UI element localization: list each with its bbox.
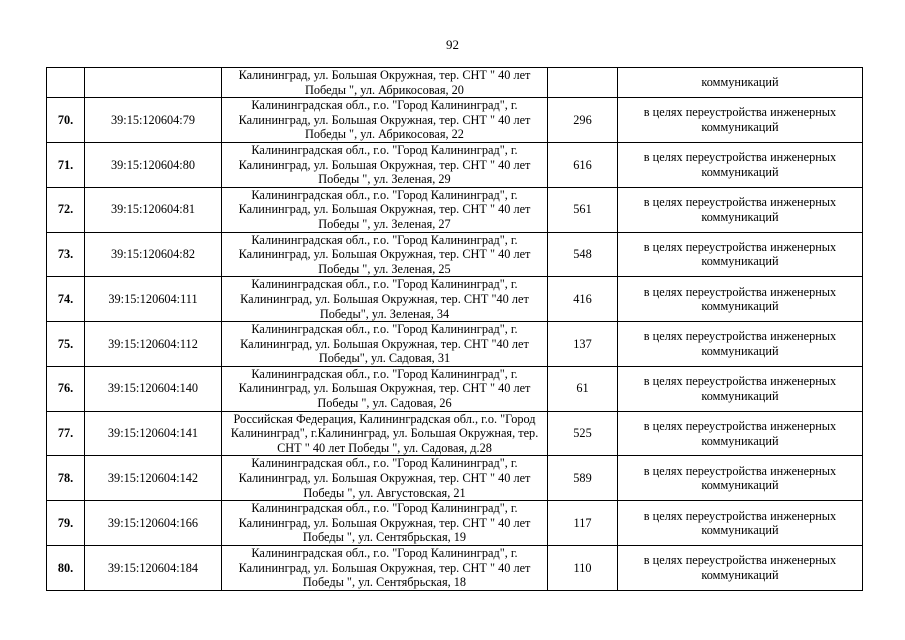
purpose-cell: в целях переустройства инженерных коммуникаций xyxy=(618,232,863,277)
purpose-cell: в целях переустройства инженерных коммуникаций xyxy=(618,501,863,546)
table-row xyxy=(47,411,863,456)
purpose-cell: в целях переустройства инженерных коммуникаций xyxy=(618,546,863,591)
table-row-continuation xyxy=(47,68,863,98)
table-row xyxy=(47,277,863,322)
address-cell: Калининградская обл., г.о. "Город Калининград", г. Калининград, ул. Большая Окружная, тер. СНТ " 40 лет Победы ", ул. Зеленая, 25 xyxy=(222,232,548,277)
area-cell: 525 xyxy=(548,411,618,456)
cadastral-number-cell: 39:15:120604:140 xyxy=(85,366,222,411)
row-number-cell: 74. xyxy=(47,277,85,322)
page-number: 92 xyxy=(446,37,459,52)
cadastral-number-cell: 39:15:120604:141 xyxy=(85,411,222,456)
table-row xyxy=(47,366,863,411)
row-number-cell: 79. xyxy=(47,501,85,546)
row-number-cell: 76. xyxy=(47,366,85,411)
address-cell: Калининградская обл., г.о. "Город Калининград", г. Калининград, ул. Большая Окружная, тер. СНТ " 40 лет Победы ", ул. Абрикосовая, 22 xyxy=(222,98,548,143)
land-plots-table xyxy=(46,67,863,591)
purpose-cell: в целях переустройства инженерных коммуникаций xyxy=(618,322,863,367)
purpose-cell: в целях переустройства инженерных коммуникаций xyxy=(618,142,863,187)
purpose-cell: в целях переустройства инженерных коммуникаций xyxy=(618,187,863,232)
address-cell: Российская Федерация, Калининградская обл., г.о. "Город Калининград", г.Калининград, ул. Большая Окружная, тер. СНТ " 40 лет Победы ", ул. Садовая, д.28 xyxy=(222,411,548,456)
cadastral-number-cell xyxy=(85,68,222,98)
address-cell: Калининградская обл., г.о. "Город Калининград", г. Калининград, ул. Большая Окружная, тер. СНТ " 40 лет Победы ", ул. Зеленая, 27 xyxy=(222,187,548,232)
purpose-cell: в целях переустройства инженерных коммуникаций xyxy=(618,98,863,143)
address-cell: Калининградская обл., г.о. "Город Калининград", г. Калининград, ул. Большая Окружная, тер. СНТ " 40 лет Победы ", ул. Сентябрьская, 19 xyxy=(222,501,548,546)
address-cell: Калининградская обл., г.о. "Город Калининград", г. Калининград, ул. Большая Окружная, тер. СНТ " 40 лет Победы ", ул. Августовская, 21 xyxy=(222,456,548,501)
cadastral-number-cell: 39:15:120604:79 xyxy=(85,98,222,143)
table-row xyxy=(47,187,863,232)
table-body xyxy=(47,68,863,591)
cadastral-number-cell: 39:15:120604:80 xyxy=(85,142,222,187)
table-row xyxy=(47,322,863,367)
cadastral-number-cell: 39:15:120604:142 xyxy=(85,456,222,501)
area-cell xyxy=(548,68,618,98)
table-row xyxy=(47,501,863,546)
area-cell: 137 xyxy=(548,322,618,367)
row-number-cell: 78. xyxy=(47,456,85,501)
area-cell: 296 xyxy=(548,98,618,143)
address-cell: Калининградская обл., г.о. "Город Калининград", г. Калининград, ул. Большая Окружная, тер. СНТ " 40 лет Победы ", ул. Садовая, 26 xyxy=(222,366,548,411)
address-cell: Калининградская обл., г.о. "Город Калининград", г. Калининград, ул. Большая Окружная, тер. СНТ "40 лет Победы", ул. Зеленая, 34 xyxy=(222,277,548,322)
cadastral-number-cell: 39:15:120604:184 xyxy=(85,546,222,591)
row-number-cell: 70. xyxy=(47,98,85,143)
row-number-cell: 72. xyxy=(47,187,85,232)
table-row xyxy=(47,456,863,501)
purpose-cell: в целях переустройства инженерных коммуникаций xyxy=(618,456,863,501)
row-number-cell: 73. xyxy=(47,232,85,277)
purpose-cell: в целях переустройства инженерных коммуникаций xyxy=(618,411,863,456)
area-cell: 589 xyxy=(548,456,618,501)
address-cell: Калининградская обл., г.о. "Город Калининград", г. Калининград, ул. Большая Окружная, тер. СНТ "40 лет Победы", ул. Садовая, 31 xyxy=(222,322,548,367)
row-number-cell: 80. xyxy=(47,546,85,591)
cadastral-number-cell: 39:15:120604:82 xyxy=(85,232,222,277)
row-number-cell: 75. xyxy=(47,322,85,367)
cadastral-number-cell: 39:15:120604:112 xyxy=(85,322,222,367)
area-cell: 110 xyxy=(548,546,618,591)
row-number-cell xyxy=(47,68,85,98)
address-cell: Калининград, ул. Большая Окружная, тер. СНТ " 40 лет Победы ", ул. Абрикосовая, 20 xyxy=(222,68,548,98)
cadastral-number-cell: 39:15:120604:81 xyxy=(85,187,222,232)
area-cell: 548 xyxy=(548,232,618,277)
cadastral-number-cell: 39:15:120604:111 xyxy=(85,277,222,322)
table-row xyxy=(47,142,863,187)
cadastral-number-cell: 39:15:120604:166 xyxy=(85,501,222,546)
area-cell: 61 xyxy=(548,366,618,411)
table-row xyxy=(47,98,863,143)
purpose-cell: в целях переустройства инженерных коммуникаций xyxy=(618,277,863,322)
area-cell: 117 xyxy=(548,501,618,546)
purpose-cell: коммуникаций xyxy=(618,68,863,98)
area-cell: 616 xyxy=(548,142,618,187)
row-number-cell: 77. xyxy=(47,411,85,456)
table-row xyxy=(47,232,863,277)
area-cell: 561 xyxy=(548,187,618,232)
address-cell: Калининградская обл., г.о. "Город Калининград", г. Калининград, ул. Большая Окружная, тер. СНТ " 40 лет Победы ", ул. Сентябрьская, 18 xyxy=(222,546,548,591)
table-row xyxy=(47,546,863,591)
row-number-cell: 71. xyxy=(47,142,85,187)
area-cell: 416 xyxy=(548,277,618,322)
address-cell: Калининградская обл., г.о. "Город Калининград", г. Калининград, ул. Большая Окружная, тер. СНТ " 40 лет Победы ", ул. Зеленая, 29 xyxy=(222,142,548,187)
purpose-cell: в целях переустройства инженерных коммуникаций xyxy=(618,366,863,411)
